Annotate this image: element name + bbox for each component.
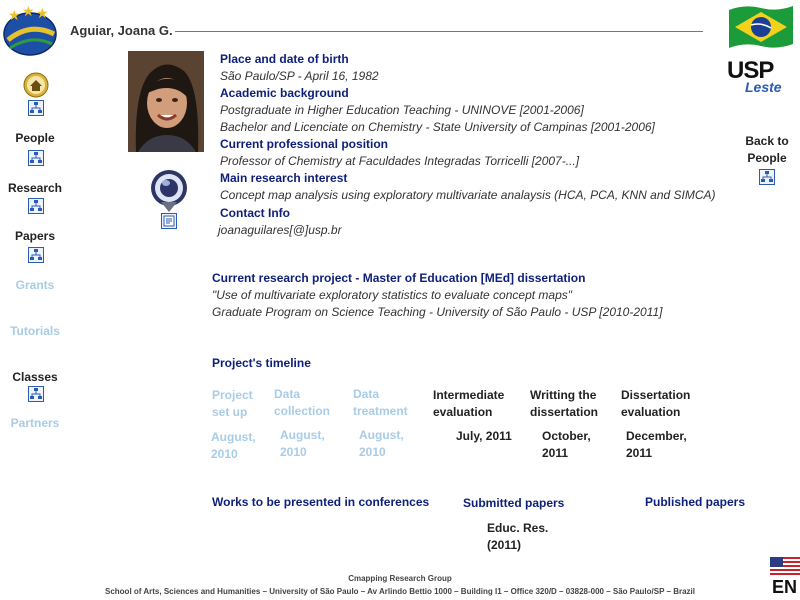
- cmapping-logo[interactable]: [2, 4, 60, 56]
- interest-value: Concept map analysis using exploratory multivariate analaysis (HCA, PCA, KNN and SIMCA): [220, 188, 716, 202]
- stage-date: August, 2010: [359, 428, 404, 459]
- svg-text:Leste: Leste: [745, 79, 782, 95]
- language-switch[interactable]: EN: [772, 577, 798, 597]
- nav-papers[interactable]: Papers: [14, 229, 56, 243]
- submitted-papers-link[interactable]: Submitted papers: [463, 496, 565, 510]
- stage-date: October, 2011: [542, 429, 591, 460]
- academic-item: Bachelor and Licenciate on Chemistry - State University of Campinas [2001-2006]: [220, 120, 655, 134]
- svg-text:★: ★: [36, 6, 49, 22]
- footer-group: Cmapping Research Group: [348, 574, 452, 583]
- nav-tutorials[interactable]: Tutorials: [10, 324, 60, 338]
- stage-label: Data treatment: [353, 387, 408, 418]
- birth-heading: Place and date of birth: [220, 52, 349, 66]
- svg-text:★: ★: [8, 8, 21, 24]
- page-title: Aguiar, Joana G.: [70, 23, 173, 38]
- home-icon[interactable]: [23, 72, 49, 98]
- project-program: Graduate Program on Science Teaching - University of São Paulo - USP [2010-2011]: [212, 305, 663, 319]
- academic-heading: Academic background: [220, 86, 349, 100]
- submitted-paper-item[interactable]: Educ. Res. (2011): [487, 521, 549, 552]
- project-heading: Current research project - Master of Education [MEd] dissertation: [212, 271, 586, 285]
- stage-label: Project set up: [212, 388, 253, 419]
- back-link-line: Back to: [745, 134, 789, 148]
- published-papers-link[interactable]: Published papers: [645, 495, 746, 509]
- stage-label: Intermediate evaluation: [433, 388, 505, 419]
- stage-label: Writting the dissertation: [530, 388, 599, 419]
- nav-research[interactable]: Research: [7, 181, 63, 195]
- stage-date: August, 2010: [211, 430, 256, 461]
- document-icon[interactable]: [161, 213, 177, 229]
- nav-grants[interactable]: Grants: [15, 278, 55, 292]
- stage-label: Data collection: [274, 387, 331, 418]
- brazil-flag-icon[interactable]: [725, 2, 797, 50]
- cmap-node-icon[interactable]: [28, 247, 44, 263]
- contact-heading: Contact Info: [220, 206, 290, 220]
- academic-item: Postgraduate in Higher Education Teaching - UNINOVE [2001-2006]: [220, 103, 584, 117]
- svg-text:USP: USP: [727, 57, 774, 84]
- back-to-people-link[interactable]: [742, 133, 792, 167]
- cmap-node-icon[interactable]: [759, 169, 775, 185]
- usp-leste-logo[interactable]: [725, 54, 799, 96]
- nav-people[interactable]: People: [15, 131, 55, 145]
- footer-address: School of Arts, Sciences and Humanities – University of São Paulo – Av Arlindo Bettio 1000 – Building I1 – Office 320/D – 03828-000 – São Paulo/SP – Brazil: [105, 587, 695, 596]
- back-link-line: People: [747, 151, 787, 165]
- project-title: "Use of multivariate exploratory statistics to evaluate concept maps": [212, 288, 573, 302]
- contact-email[interactable]: joanaguilares[@]usp.br: [218, 223, 342, 237]
- stage-date: July, 2011: [456, 429, 512, 443]
- timeline-heading: Project's timeline: [212, 356, 311, 370]
- profile-photo: [128, 51, 204, 152]
- cmap-node-icon[interactable]: [28, 100, 44, 116]
- birth-value: São Paulo/SP - April 16, 1982: [220, 69, 379, 83]
- conferences-link[interactable]: Works to be presented in conferences: [212, 495, 430, 509]
- stage-date: August, 2010: [280, 428, 325, 459]
- svg-text:★: ★: [22, 4, 35, 20]
- nav-partners[interactable]: Partners: [10, 416, 60, 430]
- cmap-symbol-icon: [148, 168, 190, 214]
- cmap-node-icon[interactable]: [28, 150, 44, 166]
- timeline-stage: [212, 387, 272, 421]
- header-divider: [175, 31, 703, 32]
- us-flag-icon[interactable]: [770, 557, 800, 577]
- position-heading: Current professional position: [220, 137, 389, 151]
- cmap-node-icon[interactable]: [28, 386, 44, 402]
- cmap-node-icon[interactable]: [28, 198, 44, 214]
- stage-date: December, 2011: [626, 429, 687, 460]
- nav-classes[interactable]: Classes: [12, 370, 58, 384]
- interest-heading: Main research interest: [220, 171, 348, 185]
- position-value: Professor of Chemistry at Faculdades Integradas Torricelli [2007-...]: [220, 154, 580, 168]
- stage-label: Dissertation evaluation: [621, 388, 691, 419]
